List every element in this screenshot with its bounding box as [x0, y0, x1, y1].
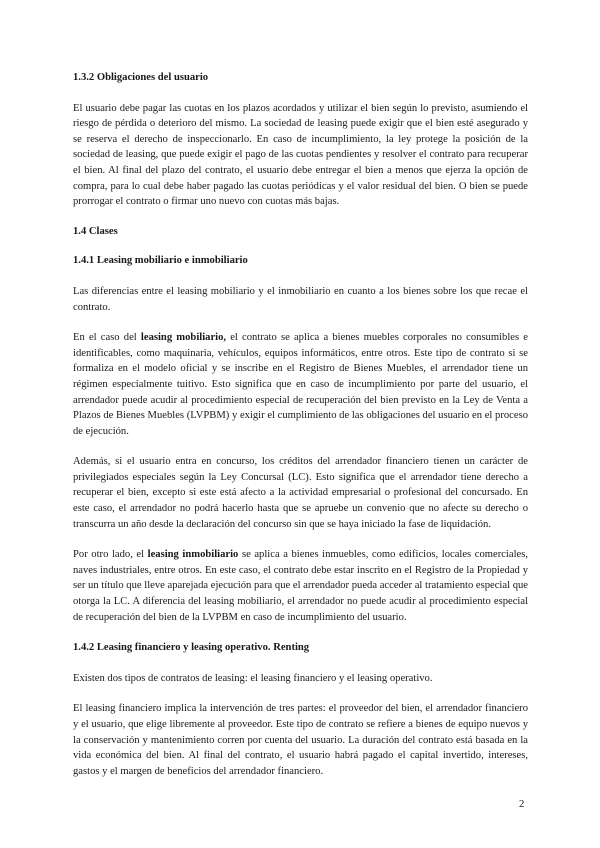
paragraph-leasing-mobiliario [73, 330, 528, 439]
page-number: 2 [519, 799, 525, 810]
bold-term-leasing-mobiliario: leasing mobiliario, [140, 332, 227, 344]
paragraph-concurso: Además, si el usuario entra en concurso, los créditos del arrendador financiero tienen un carácter de privilegiados especiales según la Ley Concursal (LC). Esto significa que el arrendador tiene derecho a recuperar el bien, excepto si este está afecto a la actividad empresarial o profesional del concursado. En este caso, el arrendador no podrá hacerlo hasta que se apruebe un convenio que no afecte su derecho o transcurra un año desde la declaración del concurso sin que se haya iniciado la fase de liquidación. [73, 456, 528, 530]
text-run: se aplica a bienes inmuebles, como edificios, locales comerciales, naves industriales, entre otros. En este caso, el contrato debe estar inscrito en el Registro de la Propiedad y ser un título que lleve aparejada ejecución para que el arrendador pueda acceder al tratamiento especial que otorga la LC. A diferencia del leasing mobiliario, el arrendador no puede acudir al procedimiento especial de recuperación del bien de la LVPBM en caso de incumplimiento del usuario. [73, 549, 528, 623]
section-heading-1-3-2: 1.3.2 Obligaciones del usuario [73, 72, 209, 83]
section-heading-1-4: 1.4 Clases [73, 225, 118, 237]
text-run: Por otro lado, el [73, 549, 148, 561]
paragraph-leasing-inmobiliario [73, 547, 528, 625]
text-run: En el caso del [73, 332, 141, 344]
section-heading-1-4-1: 1.4.1 Leasing mobiliario e inmobiliario [73, 255, 248, 267]
paragraph-leasing-financiero: El leasing financiero implica la intervención de tres partes: el proveedor del bien, el arrendador financiero y el usuario, que elige libremente al proveedor. Este tipo de contrato se refiere a bienes de equipo nuevos y la conservación y mantenimiento corren por cuenta del usuario. La duración del contrato está basada en la vida económica del bien. Al final del contrato, el usuario habrá pagado el capital invertido, intereses, gastos y el margen de beneficios del arrendador financiero. [73, 703, 528, 777]
paragraph-tipos-contratos: Existen dos tipos de contratos de leasing: el leasing financiero y el leasing operativo. [73, 672, 433, 684]
page-body [73, 70, 528, 779]
text-run: el contrato se aplica a bienes muebles corporales no consumibles e identificables, como maquinaria, vehículos, equipos informáticos, entre otros. Este tipo de contrato si se formaliza en el modelo oficial y se inscribe en el Registro de Bienes Muebles, el arrendador tiene un régimen especialmente tuitivo. Esto significa que en caso de incumplimiento por parte del usuario, el arrendador puede acudir al procedimiento especial de recuperación del bien previsto en la Ley de Venta a Plazos de Bienes Muebles (LVPBM) y exigir el cumplimiento de las obligaciones del usuario en el proceso de ejecución. [73, 332, 528, 437]
bold-term-leasing-inmobiliario: leasing inmobiliario [147, 549, 239, 561]
paragraph-diferencias: Las diferencias entre el leasing mobiliario y el inmobiliario en cuanto a los bienes sobre los que recae el contrato. [73, 285, 528, 313]
paragraph-obligaciones: El usuario debe pagar las cuotas en los plazos acordados y utilizar el bien según lo previsto, asumiendo el riesgo de pérdida o deterioro del mismo. La sociedad de leasing puede exigir que el bien esté asegurado y se reserva el derecho de inspeccionarlo. En caso de incumplimiento, la ley protege la posición de la sociedad de leasing, que puede exigir el pago de las cuotas pendientes y resolver el contrato para recuperar el bien. Al final del plazo del contrato, el usuario debe entregar el bien a menos que ejerza la opción de compra, para lo cual debe haber pagado las cuotas periódicas y el valor residual del bien. O bien se puede prorrogar el contrato o firmar uno nuevo con cuotas más bajas. [73, 102, 528, 208]
section-heading-1-4-2: 1.4.2 Leasing financiero y leasing operativo. Renting [73, 642, 310, 654]
